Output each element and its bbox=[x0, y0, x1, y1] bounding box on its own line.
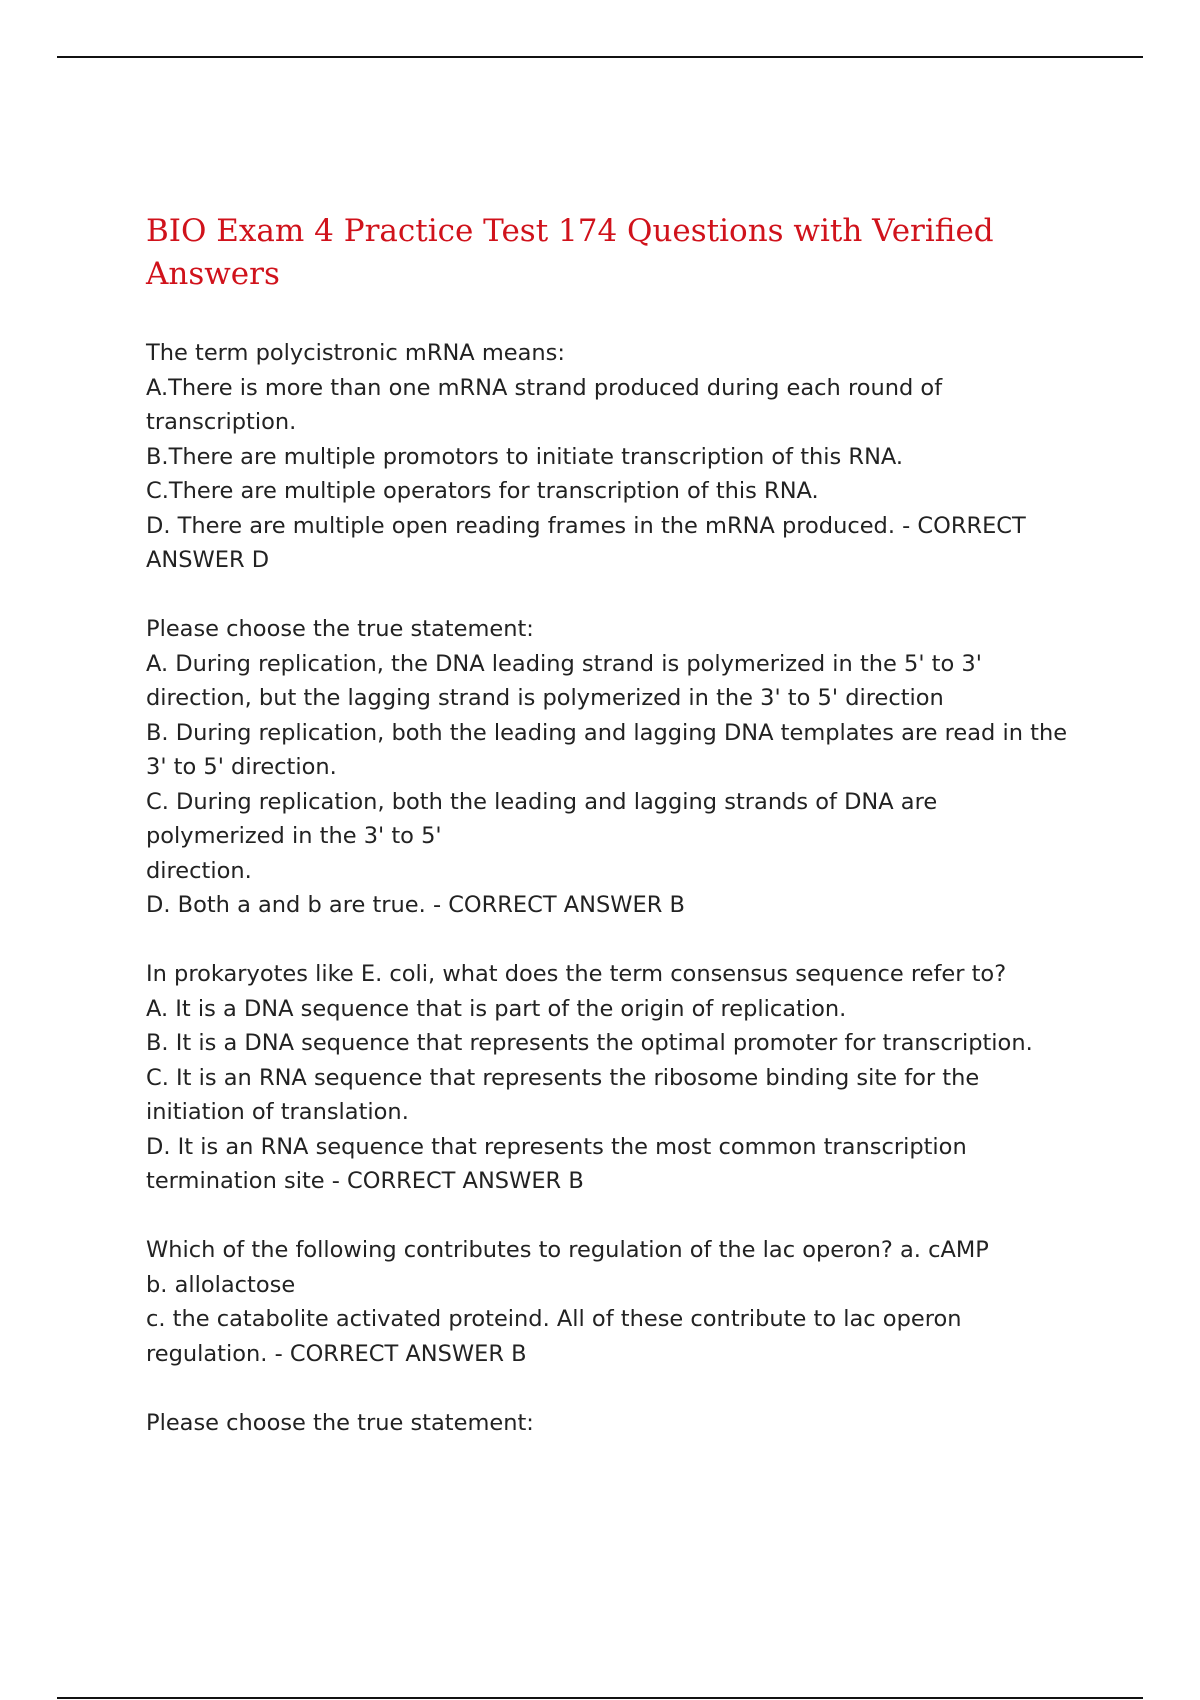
answer-option: b. allolactose bbox=[146, 1271, 296, 1298]
correct-answer: regulation. - CORRECT ANSWER B bbox=[146, 1340, 527, 1367]
footer-rule bbox=[57, 1697, 1143, 1699]
answer-option: direction, but the lagging strand is polymerized in the 3' to 5' direction bbox=[146, 685, 944, 711]
answer-option: C. It is an RNA sequence that represents the ribosome binding site for the bbox=[146, 1064, 980, 1091]
answer-option: A. It is a DNA sequence that is part of the origin of replication. bbox=[146, 995, 847, 1022]
question-stem: The term polycistronic mRNA means: bbox=[146, 340, 565, 366]
document-title: BIO Exam 4 Practice Test 174 Questions with Verified Answers bbox=[146, 213, 994, 292]
answer-option: B.There are multiple promotors to initiate transcription of this RNA. bbox=[146, 443, 904, 470]
correct-answer: termination site - CORRECT ANSWER B bbox=[146, 1168, 584, 1194]
answer-option: 3' to 5' direction. bbox=[146, 754, 337, 780]
question-stem: Please choose the true statement: bbox=[146, 1409, 534, 1436]
answer-option: B. During replication, both the leading and lagging DNA templates are read in the bbox=[146, 719, 1068, 746]
answer-option: D. There are multiple open reading frames in the mRNA produced. - CORRECT bbox=[146, 512, 1026, 539]
question-block bbox=[146, 336, 1086, 578]
question-block bbox=[146, 1406, 1086, 1441]
correct-answer: D. Both a and b are true. - CORRECT ANSWER B bbox=[146, 892, 685, 918]
answer-option: A.There is more than one mRNA strand produced during each round of bbox=[146, 374, 943, 401]
question-stem: In prokaryotes like E. coli, what does the term consensus sequence refer to? bbox=[146, 961, 1007, 987]
answer-option: polymerized in the 3' to 5' bbox=[146, 823, 442, 849]
answer-option: transcription. bbox=[146, 409, 297, 435]
answer-option: D. It is an RNA sequence that represents the most common transcription bbox=[146, 1133, 967, 1160]
answer-option: A. During replication, the DNA leading strand is polymerized in the 5' to 3' bbox=[146, 650, 982, 677]
answer-option: initiation of translation. bbox=[146, 1099, 409, 1125]
answer-option: c. the catabolite activated proteind. All of these contribute to lac operon bbox=[146, 1306, 962, 1332]
header-rule bbox=[57, 56, 1143, 58]
question-stem: Please choose the true statement: bbox=[146, 616, 534, 642]
question-stem: Which of the following contributes to regulation of the lac operon? a. cAMP bbox=[146, 1237, 989, 1263]
question-block bbox=[146, 1233, 1086, 1371]
question-block bbox=[146, 957, 1086, 1199]
question-list bbox=[146, 336, 1086, 1475]
answer-option: B. It is a DNA sequence that represents the optimal promoter for transcription. bbox=[146, 1030, 1033, 1056]
answer-option: C.There are multiple operators for transcription of this RNA. bbox=[146, 478, 819, 504]
correct-answer: ANSWER D bbox=[146, 547, 270, 573]
answer-option: direction. bbox=[146, 857, 252, 884]
answer-option: C. During replication, both the leading and lagging strands of DNA are bbox=[146, 788, 938, 815]
question-block bbox=[146, 612, 1086, 923]
